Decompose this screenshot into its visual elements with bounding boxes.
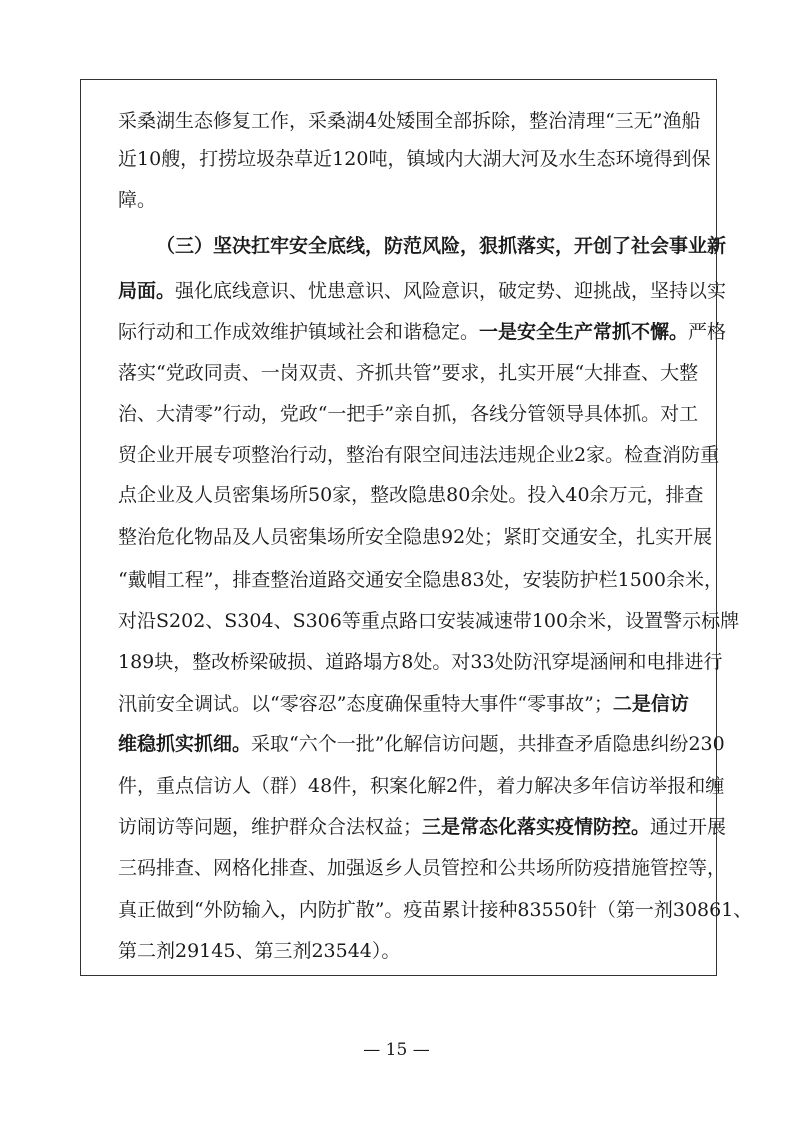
text-line — [118, 693, 689, 715]
text-segment: 访闹访等问题，维护群众合法权益； — [118, 816, 423, 838]
text-line — [118, 569, 723, 591]
text-segment: 强化底线意识、忧患意识、风险意识，破定势、迎挑战，坚持以实 — [175, 280, 727, 302]
text-line — [118, 148, 711, 170]
text-line — [118, 899, 753, 921]
text-line — [118, 444, 720, 466]
bold-text-segment: 二是信访 — [612, 693, 689, 715]
text-segment: 通过开展 — [650, 816, 727, 838]
text-segment: 采取“六个一批”化解信访问题，共排查矛盾隐患纠纷230 — [251, 733, 725, 755]
text-segment: 189块，整改桥梁破损、道路塌方8处。对33处防汛穿堤涵闸和电排进行 — [118, 651, 723, 673]
text-line — [118, 610, 740, 632]
text-segment: 整治危化物品及人员密集场所安全隐患92处；紧盯交通安全，扎实开展 — [118, 526, 713, 548]
bold-text-segment: 维稳抓实抓细。 — [118, 733, 252, 755]
text-segment: 件，重点信访人（群）48件，积案化解2件，着力解决多年信访举报和缠 — [118, 775, 725, 797]
bold-text-segment: 三是常态化落实疫情防控。 — [422, 816, 651, 838]
text-segment: 真正做到“外防输入，内防扩散”。疫苗累计接种83550针（第一剂30861、 — [118, 899, 753, 921]
text-line — [118, 857, 727, 879]
text-line — [118, 110, 701, 132]
text-segment: 障。 — [118, 189, 157, 211]
text-line — [118, 733, 725, 755]
text-line — [118, 526, 713, 548]
text-line — [118, 189, 678, 211]
text-line — [156, 235, 727, 257]
text-segment: 第二剂29145、第三剂23544）。 — [118, 940, 401, 962]
text-segment: 点企业及人员密集场所50家，整改隐患80余处。投入40余万元，排查 — [118, 484, 704, 506]
bold-text-segment: 一是安全生产常抓不懈。 — [479, 321, 689, 343]
text-line — [118, 775, 725, 797]
text-segment: 对沿S202、S304、S306等重点路口安装减速带100余米，设置警示标牌 — [118, 610, 740, 632]
text-line — [118, 362, 699, 384]
text-segment: 采桑湖生态修复工作，采桑湖4处矮围全部拆除，整治清理“三无”渔船 — [118, 110, 701, 132]
page-number: — 15 — — [363, 1040, 430, 1060]
text-line — [118, 651, 723, 673]
text-segment: 落实“党政同责、一岗双责、齐抓共管”要求，扎实开展“大排查、大整 — [118, 362, 699, 384]
text-segment: 汛前安全调试。以“零容忍”态度确保重特大事件“零事故”； — [118, 693, 613, 715]
text-line — [118, 816, 727, 838]
text-line — [118, 403, 699, 425]
text-segment: 严格 — [688, 321, 727, 343]
bold-text-segment: 局面。 — [118, 280, 176, 302]
text-segment: 近10艘，打捞垃圾杂草近120吨，镇域内大湖大河及水生态环境得到保 — [118, 148, 711, 170]
text-segment: “戴帽工程”，排查整治道路交通安全隐患83处，安装防护栏1500余米， — [118, 569, 723, 591]
text-segment: 治、大清零”行动，党政“一把手”亲自抓，各线分管领导具体抓。对工 — [118, 403, 699, 425]
text-segment: 际行动和工作成效维护镇域社会和谐稳定。 — [118, 321, 480, 343]
text-segment: 贸企业开展专项整治行动，整治有限空间违法违规企业2家。检查消防重 — [118, 444, 720, 466]
text-segment: 三码排查、网格化排查、加强返乡人员管控和公共场所防疫措施管控等， — [118, 857, 727, 879]
text-line — [118, 940, 678, 962]
bold-text-segment: （三）坚决扛牢安全底线，防范风险，狠抓落实，开创了社会事业新 — [156, 235, 727, 257]
text-line — [118, 484, 704, 506]
text-line — [118, 280, 727, 302]
text-line — [118, 321, 727, 343]
